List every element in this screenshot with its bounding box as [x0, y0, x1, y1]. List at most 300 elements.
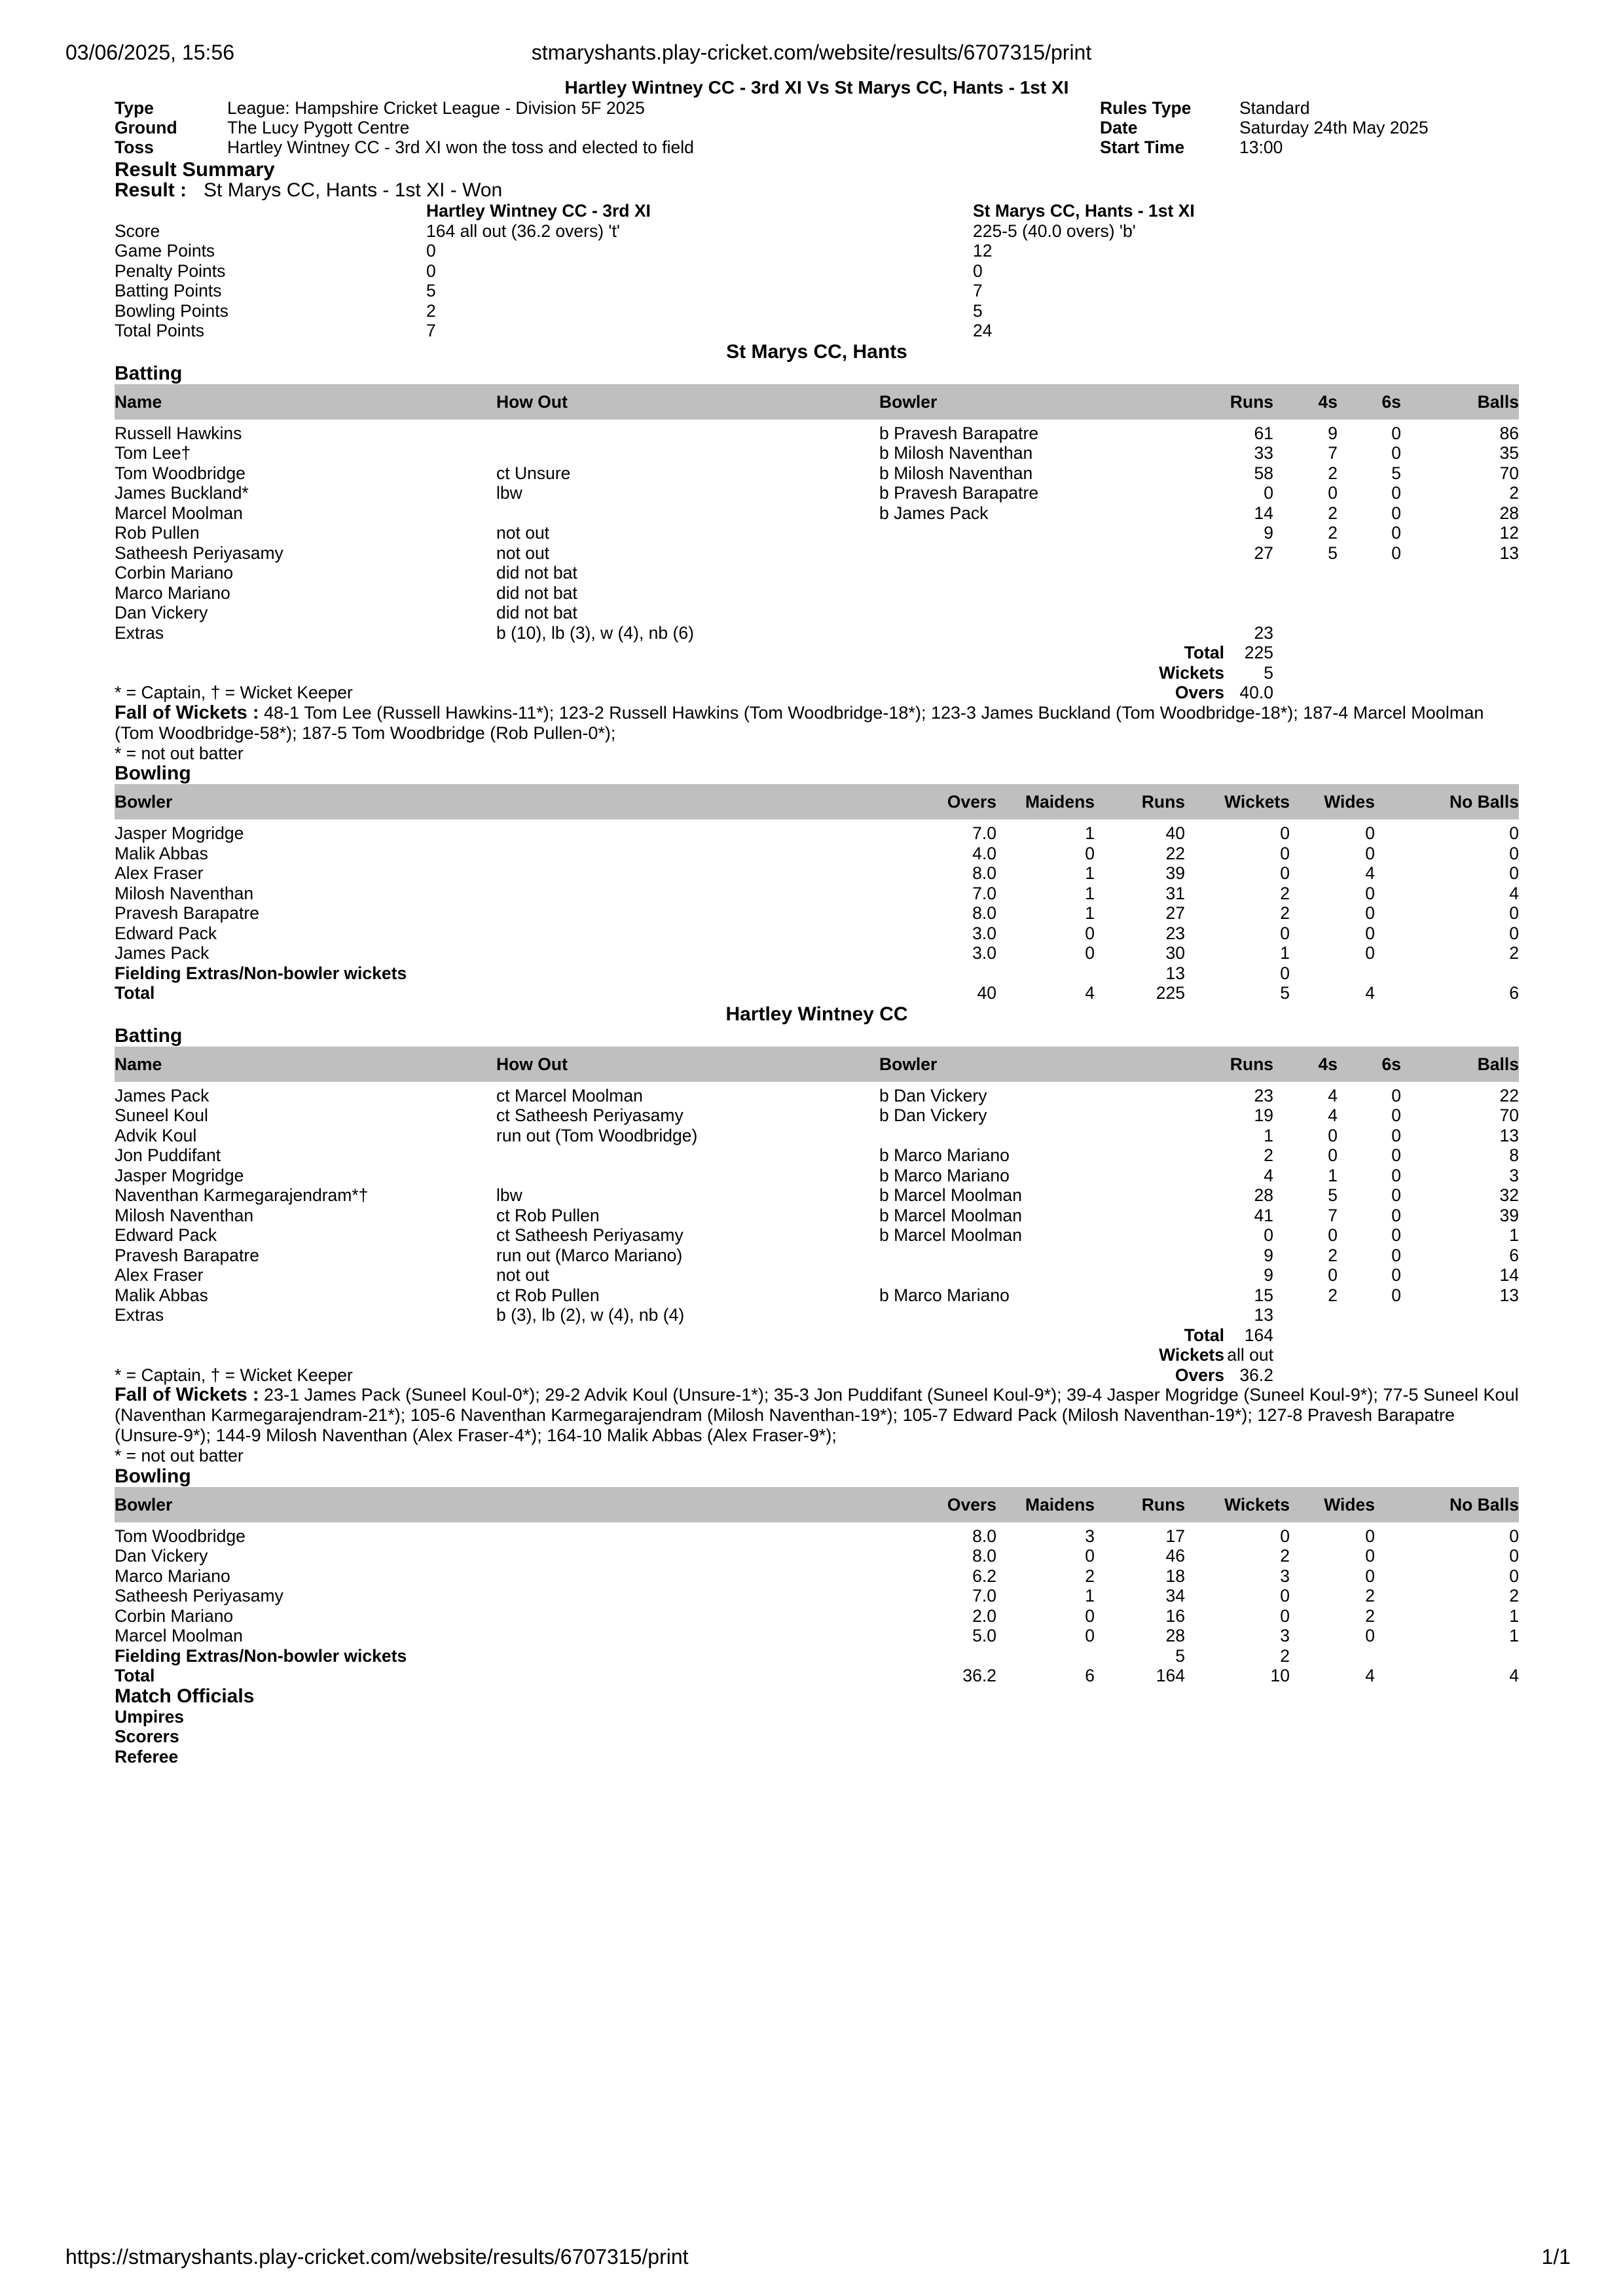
batting-cell: 15	[1254, 1285, 1273, 1305]
batting-cell: 4	[1328, 1085, 1338, 1105]
batting-col-header: How Out	[496, 1054, 568, 1074]
batting-col-header: Runs	[1230, 391, 1273, 412]
batting-cell: not out	[496, 523, 550, 543]
summary-row	[115, 261, 1519, 281]
batting-cell: James Pack	[115, 1085, 210, 1105]
batting-row	[115, 1126, 1519, 1146]
bowling-cell: 0	[1085, 1626, 1095, 1645]
batting-cell: 19	[1254, 1105, 1273, 1125]
batting-header	[115, 384, 1519, 420]
batting-col-header: Name	[115, 391, 162, 412]
batting-row	[115, 583, 1519, 603]
bowling-header	[115, 1487, 1519, 1522]
bowling-cell: 5.0	[972, 1626, 996, 1645]
wickets-label: Wickets	[1159, 1345, 1224, 1365]
bowling-cell: 7.0	[972, 823, 996, 843]
bowling-row	[115, 1586, 1519, 1606]
bowling-col-header: Bowler	[115, 792, 173, 812]
batting-row	[115, 503, 1519, 524]
batting-cell: 33	[1254, 443, 1273, 463]
batting-col-header: Balls	[1477, 391, 1519, 412]
batting-cell: ct Rob Pullen	[496, 1205, 600, 1225]
points-summary	[115, 201, 1519, 341]
batting-cell: James Buckland*	[115, 483, 249, 503]
bowling-row	[115, 1626, 1519, 1646]
bowling-cell: 0	[1509, 823, 1519, 843]
batting-cell: Russell Hawkins	[115, 423, 242, 443]
start-label: Start Time	[1100, 137, 1185, 157]
fielding-extras-wickets: 2	[1280, 1645, 1290, 1666]
bowling-cell: 4	[1365, 863, 1375, 883]
extras-runs: 13	[1254, 1305, 1273, 1325]
summary-team1-value: 164 all out (36.2 overs) 't'	[426, 221, 620, 241]
batting-row	[115, 1086, 1519, 1106]
batting-cell: Jasper Mogridge	[115, 1165, 244, 1185]
innings-team-title: Hartley Wintney CC	[725, 1003, 908, 1025]
bowling-cell: 1	[1509, 1605, 1519, 1626]
bowling-total-cell: 6	[1509, 983, 1519, 1003]
scorers-label: Scorers	[115, 1727, 179, 1746]
batting-cell: 22	[1499, 1085, 1519, 1105]
date-label: Date	[1100, 118, 1138, 137]
bowling-total-label: Total	[115, 983, 155, 1003]
total-value: 164	[1244, 1325, 1273, 1345]
summary-row	[115, 301, 1519, 321]
summary-team1-value: 2	[426, 300, 436, 321]
summary-team1-value: 7	[426, 321, 436, 340]
page-number: 1/1	[1541, 2245, 1571, 2269]
bowling-col-header: Runs	[1141, 1494, 1185, 1515]
bowling-row	[115, 1606, 1519, 1626]
overs-row	[115, 1365, 1519, 1386]
bowling-cell: 0	[1365, 1566, 1375, 1586]
batting-cell: 0	[1391, 523, 1401, 543]
bowling-cell: 2	[1280, 903, 1290, 923]
bowling-cell: 3.0	[972, 923, 996, 943]
summary-label: Penalty Points	[115, 260, 226, 281]
bowling-cell: 8.0	[972, 863, 996, 883]
batting-cell: 4	[1328, 1105, 1338, 1125]
bowling-cell: 16	[1165, 1605, 1185, 1626]
bowling-col-header: Wides	[1324, 1494, 1375, 1515]
batting-cell: Naventhan Karmegarajendram*†	[115, 1185, 369, 1205]
fielding-extras-runs: 13	[1165, 963, 1185, 983]
batting-col-header: 6s	[1381, 391, 1401, 412]
bowling-cell: 0	[1085, 1605, 1095, 1626]
bowling-row	[115, 1546, 1519, 1566]
bowling-row	[115, 903, 1519, 924]
overs-value: 36.2	[1239, 1365, 1273, 1385]
batting-cell: 9	[1264, 1245, 1273, 1265]
total-row	[115, 1325, 1519, 1346]
bowling-cell: 7.0	[972, 1586, 996, 1605]
bowling-cell: 30	[1165, 943, 1185, 963]
batting-cell: 1	[1509, 1225, 1519, 1245]
batting-cell: run out (Tom Woodbridge)	[496, 1125, 698, 1145]
batting-cell: b Milosh Naventhan	[879, 463, 1033, 483]
batting-cell: b Marcel Moolman	[879, 1185, 1022, 1205]
print-datetime: 03/06/2025, 15:56	[65, 41, 235, 64]
batting-cell: 9	[1264, 523, 1273, 543]
batting-cell: 0	[1328, 1125, 1338, 1145]
batting-cell: 28	[1254, 1185, 1273, 1205]
bowling-cell: 7.0	[972, 883, 996, 903]
batting-cell: 0	[1391, 1145, 1401, 1165]
batting-row	[115, 603, 1519, 623]
batting-cell: lbw	[496, 483, 522, 503]
batting-col-header: Name	[115, 1054, 162, 1074]
batting-cell: Edward Pack	[115, 1225, 217, 1245]
batting-cell: 0	[1391, 503, 1401, 523]
bowling-cell: 4	[1509, 883, 1519, 903]
bowling-row	[115, 884, 1519, 904]
batting-cell: 32	[1499, 1185, 1519, 1205]
result-line	[115, 180, 1519, 201]
batting-row	[115, 463, 1519, 484]
bowling-cell: 0	[1280, 1605, 1290, 1626]
batting-cell: 0	[1391, 543, 1401, 563]
total-value: 225	[1244, 643, 1273, 662]
fow-label: Fall of Wickets :	[115, 702, 259, 723]
batting-row	[115, 543, 1519, 564]
bowling-total-cell: 225	[1156, 983, 1185, 1003]
result-summary-heading: Result Summary	[115, 158, 275, 181]
bowling-cell: 0	[1365, 943, 1375, 963]
batting-cell: 2	[1328, 1285, 1338, 1305]
bowling-col-header: Wides	[1324, 792, 1375, 812]
fielding-extras-label: Fielding Extras/Non-bowler wickets	[115, 1645, 407, 1666]
batting-cell: Alex Fraser	[115, 1265, 204, 1285]
bowling-cell: 40	[1165, 823, 1185, 843]
batting-cell: 14	[1499, 1265, 1519, 1285]
summary-team2-value: 7	[973, 281, 983, 300]
bowling-cell: Milosh Naventhan	[115, 883, 254, 903]
bowling-cell: Marcel Moolman	[115, 1626, 243, 1645]
batting-cell: 0	[1391, 1185, 1401, 1205]
batting-cell: 58	[1254, 463, 1273, 483]
bowling-cell: 3	[1085, 1526, 1095, 1546]
batting-cell: b James Pack	[879, 503, 989, 523]
bowling-cell: James Pack	[115, 943, 210, 963]
fow-text: 23-1 James Pack (Suneel Koul-0*); 29-2 Advik Koul (Unsure-1*); 35-3 Jon Puddifant (Suneel Koul-9*); 39-4 Jasper Mogridge (Suneel Koul-9*); 77-5 Suneel Koul (Naventhan Karmegarajendram-21*); 105-6 Naventhan Karmegarajendram (Milosh Naventhan-19*); 105-7 Edward Pack (Milosh Naventhan-19*); 127-8 Pravesh Barapatre (Unsure-9*); 144-9 Milosh Naventhan (Alex Fraser-4*); 164-10 Malik Abbas (Alex Fraser-9*);	[115, 1385, 1519, 1445]
batting-cell: 86	[1499, 423, 1519, 443]
batting-cell: 61	[1254, 423, 1273, 443]
bowling-cell: 0	[1365, 883, 1375, 903]
bowling-row	[115, 844, 1519, 864]
fow-text: 48-1 Tom Lee (Russell Hawkins-11*); 123-2 Russell Hawkins (Tom Woodbridge-18*); 123-3 James Buckland (Tom Woodbridge-18*); 187-4 Marcel Moolman (Tom Woodbridge-58*); 187-5 Tom Woodbridge (Rob Pullen-0*);	[115, 702, 1484, 743]
start-value: 13:00	[1239, 137, 1283, 157]
batting-cell: Marcel Moolman	[115, 503, 243, 523]
bowling-row	[115, 863, 1519, 884]
bowling-cell: 0	[1280, 863, 1290, 883]
batting-col-header: Runs	[1230, 1054, 1273, 1074]
summary-team2-value: 225-5 (40.0 overs) 'b'	[973, 221, 1136, 241]
toss-label: Toss	[115, 137, 154, 157]
bowling-col-header: Runs	[1141, 792, 1185, 812]
bowling-cell: 6.2	[972, 1566, 996, 1586]
batting-cell: ct Satheesh Periyasamy	[496, 1105, 684, 1125]
batting-cell: lbw	[496, 1185, 522, 1205]
bowling-col-header: Bowler	[115, 1494, 173, 1515]
bowling-cell: Satheesh Periyasamy	[115, 1586, 283, 1605]
captain-legend: * = Captain, † = Wicket Keeper	[115, 683, 353, 702]
batting-cell: 9	[1264, 1265, 1273, 1285]
bowling-col-header: No Balls	[1449, 792, 1519, 812]
bowling-total-row	[115, 1666, 1519, 1686]
batting-col-header: Bowler	[879, 1054, 938, 1074]
bowling-col-header: No Balls	[1449, 1494, 1519, 1515]
bowling-header	[115, 784, 1519, 819]
bowling-cell: 0	[1365, 843, 1375, 863]
batting-cell: 13	[1499, 1285, 1519, 1305]
bowling-cell: Alex Fraser	[115, 863, 204, 883]
summary-label: Game Points	[115, 241, 215, 260]
batting-cell: Jon Puddifant	[115, 1145, 221, 1165]
bowling-total-cell: 4	[1365, 983, 1375, 1003]
bowling-cell: 0	[1280, 823, 1290, 843]
bowling-cell: 0	[1365, 903, 1375, 923]
wickets-row	[115, 1345, 1519, 1365]
bowling-cell: 0	[1365, 823, 1375, 843]
match-title: Hartley Wintney CC - 3rd XI Vs St Marys CC, Hants - 1st XI	[564, 77, 1069, 98]
batting-heading: Batting	[115, 362, 183, 384]
batting-cell: 0	[1391, 1285, 1401, 1305]
type-value: League: Hampshire Cricket League - Division 5F 2025	[227, 98, 645, 118]
print-url-header: stmaryshants.play-cricket.com/website/results/6707315/print	[531, 41, 1092, 64]
date-value: Saturday 24th May 2025	[1239, 118, 1429, 137]
batting-row	[115, 563, 1519, 583]
bowling-total-cell: 6	[1085, 1666, 1095, 1685]
captain-legend: * = Captain, † = Wicket Keeper	[115, 1365, 353, 1385]
bowling-cell: 0	[1509, 1526, 1519, 1546]
summary-row	[115, 221, 1519, 242]
overs-value: 40.0	[1239, 683, 1273, 702]
batting-row	[115, 1105, 1519, 1126]
overs-row	[115, 683, 1519, 703]
batting-cell: b Pravesh Barapatre	[879, 423, 1039, 443]
summary-team1-value: 0	[426, 260, 436, 281]
toss-value: Hartley Wintney CC - 3rd XI won the toss and elected to field	[227, 137, 694, 157]
referee-label: Referee	[115, 1746, 179, 1767]
batting-cell: Tom Lee†	[115, 443, 191, 463]
bowling-cell: 46	[1165, 1546, 1185, 1566]
bowling-cell: 0	[1509, 863, 1519, 883]
not-out-legend: * = not out batter	[115, 743, 244, 763]
bowling-cell: 8.0	[972, 1546, 996, 1566]
officials-heading: Match Officials	[115, 1685, 255, 1707]
batting-cell: ct Marcel Moolman	[496, 1085, 643, 1105]
batting-cell: b Pravesh Barapatre	[879, 483, 1039, 503]
bowling-cell: 0	[1509, 923, 1519, 943]
batting-cell: 0	[1391, 423, 1401, 443]
batting-cell: 3	[1509, 1165, 1519, 1185]
bowling-cell: 0	[1509, 843, 1519, 863]
batting-cell: 2	[1328, 1245, 1338, 1265]
bowling-cell: 1	[1085, 883, 1095, 903]
bowling-cell: 1	[1280, 943, 1290, 963]
summary-label: Total Points	[115, 321, 204, 340]
batting-cell: 0	[1391, 1225, 1401, 1245]
bowling-cell: 0	[1085, 843, 1095, 863]
batting-cell: 13	[1499, 1125, 1519, 1145]
not-out-legend: * = not out batter	[115, 1446, 244, 1465]
batting-cell: 0	[1391, 1265, 1401, 1285]
batting-row	[115, 1185, 1519, 1206]
summary-team1: Hartley Wintney CC - 3rd XI	[426, 201, 651, 221]
fielding-extras-wickets: 0	[1280, 963, 1290, 983]
batting-cell: 0	[1391, 1125, 1401, 1145]
batting-cell: b Marcel Moolman	[879, 1205, 1022, 1225]
batting-cell: Marco Mariano	[115, 583, 230, 603]
summary-team2: St Marys CC, Hants - 1st XI	[973, 201, 1195, 221]
total-row	[115, 643, 1519, 663]
batting-cell: ct Satheesh Periyasamy	[496, 1225, 684, 1245]
bowling-cell: Corbin Mariano	[115, 1605, 234, 1626]
bowling-cell: Dan Vickery	[115, 1546, 208, 1566]
batting-cell: 0	[1391, 443, 1401, 463]
batting-cell: 0	[1264, 1225, 1273, 1245]
fielding-extras-label: Fielding Extras/Non-bowler wickets	[115, 963, 407, 983]
rules-value: Standard	[1239, 98, 1310, 118]
batting-cell: 23	[1254, 1085, 1273, 1105]
bowling-total-cell: 40	[977, 983, 996, 1003]
batting-cell: 35	[1499, 443, 1519, 463]
bowling-row	[115, 924, 1519, 944]
bowling-total-cell: 4	[1085, 983, 1095, 1003]
total-label: Total	[1184, 1325, 1224, 1345]
overs-label: Overs	[1175, 683, 1224, 702]
bowling-total-cell: 10	[1270, 1666, 1290, 1685]
batting-header	[115, 1047, 1519, 1082]
batting-cell: not out	[496, 543, 550, 563]
bowling-cell: 0	[1509, 1566, 1519, 1586]
bowling-cell: 31	[1165, 883, 1185, 903]
batting-cell: 5	[1328, 1185, 1338, 1205]
batting-cell: 39	[1499, 1205, 1519, 1225]
bowling-cell: 27	[1165, 903, 1185, 923]
batting-cell: run out (Marco Mariano)	[496, 1245, 683, 1265]
summary-row	[115, 241, 1519, 261]
scorecard	[115, 77, 1519, 1767]
print-url-footer: https://stmaryshants.play-cricket.com/website/results/6707315/print	[65, 2245, 689, 2269]
batting-cell: 70	[1499, 463, 1519, 483]
bowling-cell: 2	[1365, 1586, 1375, 1605]
batting-cell: 0	[1328, 1225, 1338, 1245]
batting-row	[115, 1166, 1519, 1186]
bowling-cell: 17	[1165, 1526, 1185, 1546]
ground-label: Ground	[115, 118, 177, 137]
bowling-cell: 0	[1085, 943, 1095, 963]
summary-label: Bowling Points	[115, 300, 228, 321]
batting-col-header: Balls	[1477, 1054, 1519, 1074]
batting-cell: 0	[1391, 1105, 1401, 1125]
batting-row	[115, 1225, 1519, 1246]
bowling-total-cell: 4	[1509, 1666, 1519, 1685]
batting-cell: Advik Koul	[115, 1125, 197, 1145]
bowling-cell: Tom Woodbridge	[115, 1526, 246, 1546]
batting-cell: b Marcel Moolman	[879, 1225, 1022, 1245]
batting-cell: 5	[1391, 463, 1401, 483]
bowling-cell: 1	[1085, 823, 1095, 843]
batting-cell: ct Unsure	[496, 463, 571, 483]
bowling-cell: Malik Abbas	[115, 843, 208, 863]
batting-cell: did not bat	[496, 583, 577, 603]
bowling-total-cell: 5	[1280, 983, 1290, 1003]
extras-label: Extras	[115, 1305, 164, 1325]
batting-cell: not out	[496, 1265, 550, 1285]
total-label: Total	[1184, 643, 1224, 662]
bowling-cell: 18	[1165, 1566, 1185, 1586]
bowling-cell: 0	[1085, 923, 1095, 943]
bowling-cell: 2	[1509, 943, 1519, 963]
bowling-row	[115, 943, 1519, 963]
fow-label: Fall of Wickets :	[115, 1384, 259, 1405]
summary-team2-value: 24	[973, 321, 993, 340]
bowling-cell: Edward Pack	[115, 923, 217, 943]
batting-cell: 2	[1328, 523, 1338, 543]
bowling-cell: 8.0	[972, 1526, 996, 1546]
bowling-cell: 1	[1085, 903, 1095, 923]
batting-cell: 14	[1254, 503, 1273, 523]
bowling-cell: 0	[1280, 923, 1290, 943]
summary-team2-value: 12	[973, 241, 993, 260]
bowling-cell: 0	[1280, 843, 1290, 863]
bowling-cell: 1	[1509, 1626, 1519, 1645]
batting-cell: 0	[1391, 1085, 1401, 1105]
bowling-total-cell: 4	[1365, 1666, 1375, 1685]
wickets-value: 5	[1264, 662, 1273, 683]
bowling-cell: 0	[1365, 1626, 1375, 1645]
batting-cell: 0	[1391, 1165, 1401, 1185]
batting-cell: b Dan Vickery	[879, 1105, 987, 1125]
bowling-cell: 0	[1280, 1526, 1290, 1546]
batting-cell: 2	[1328, 463, 1338, 483]
batting-row	[115, 523, 1519, 543]
batting-col-header: 4s	[1318, 391, 1338, 412]
summary-label: Batting Points	[115, 281, 222, 300]
batting-cell: b Dan Vickery	[879, 1085, 987, 1105]
bowling-cell: 28	[1165, 1626, 1185, 1645]
batting-cell: did not bat	[496, 563, 577, 583]
fielding-extras-runs: 5	[1175, 1645, 1185, 1666]
bowling-cell: 3.0	[972, 943, 996, 963]
bowling-cell: 0	[1280, 1586, 1290, 1605]
overs-label: Overs	[1175, 1365, 1224, 1385]
summary-row	[115, 281, 1519, 301]
batting-cell: 2	[1264, 1145, 1273, 1165]
batting-cell: 2	[1328, 503, 1338, 523]
batting-cell: 1	[1264, 1125, 1273, 1145]
fielding-extras-row	[115, 963, 1519, 984]
batting-cell: Satheesh Periyasamy	[115, 543, 283, 563]
bowling-cell: 0	[1365, 1526, 1375, 1546]
bowling-cell: 2	[1509, 1586, 1519, 1605]
bowling-cell: 0	[1365, 1546, 1375, 1566]
batting-cell: 27	[1254, 543, 1273, 563]
bowling-cell: 2	[1280, 883, 1290, 903]
summary-team2-value: 0	[973, 260, 983, 281]
batting-cell: 5	[1328, 543, 1338, 563]
summary-label: Score	[115, 221, 160, 241]
result-value: St Marys CC, Hants - 1st XI - Won	[204, 179, 503, 201]
bowling-row	[115, 1526, 1519, 1547]
bowling-total-cell: 164	[1156, 1666, 1185, 1685]
batting-cell: 13	[1499, 543, 1519, 563]
bowling-cell: 2	[1365, 1605, 1375, 1626]
batting-cell: 12	[1499, 523, 1519, 543]
batting-cell: 7	[1328, 1205, 1338, 1225]
batting-cell: Pravesh Barapatre	[115, 1245, 259, 1265]
